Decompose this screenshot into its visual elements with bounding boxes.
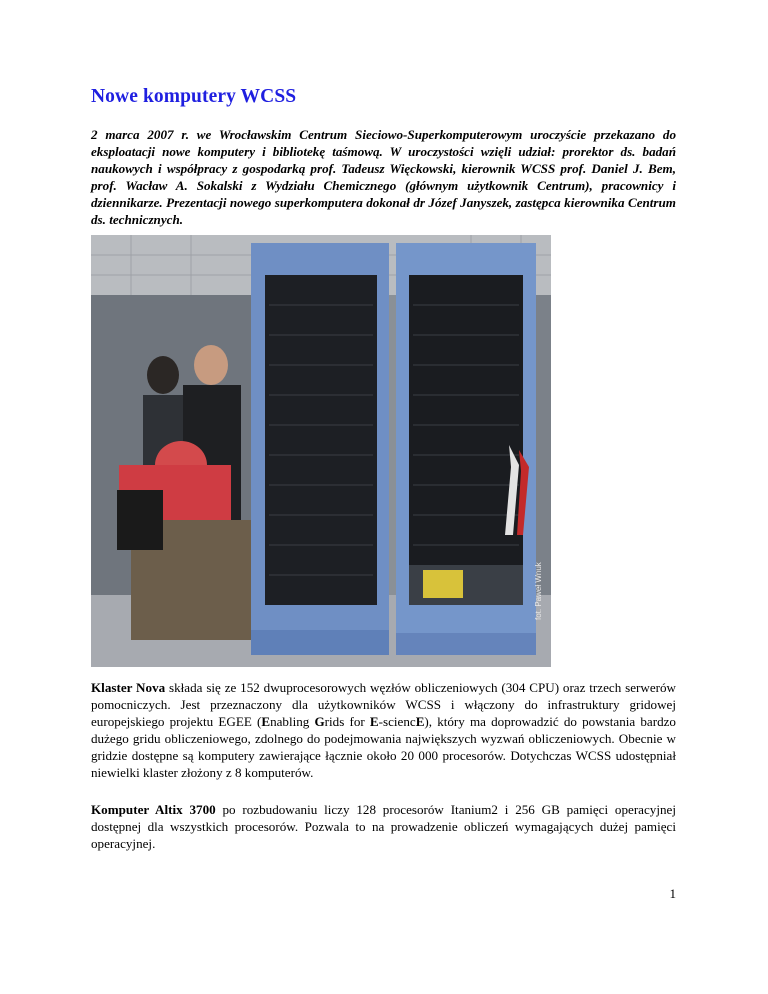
nova-text-e: ), który ma doprowadzić do powstania bardzo dużego gridu obliczeniowego, zdolnego do podejmowania największych wyzwań obliczeniowych. Obecnie w gridzie dostępne są komputery zawierające łącznie około 20 000 procesorów. Dotychczas WCSS udostępniał niewielki klaster złożony z 8 komputerów. [91, 713, 676, 780]
paragraph-nova-cluster [91, 680, 676, 781]
altix-lead: Komputer Altix 3700 [91, 802, 216, 817]
photo-supercomputer-racks [91, 235, 551, 667]
paragraph-altix [91, 802, 676, 853]
egee-e2: E [369, 713, 379, 729]
document-title: Nowe komputery WCSS [91, 86, 297, 107]
intro-paragraph: 2 marca 2007 r. we Wrocławskim Centrum Sieciowo-Superkomputerowym uroczyście przekazano do eksploatacji nowe komputery i bibliotekę taśmową. W uroczystości wzięli udział: prorektor ds. badań naukowych i współpracy z gospodarką prof. Tadeusz Więckowski, kierownik WCSS prof. Daniel J. Bem, prof. Wacław A. Sokalski z Wydziału Chemicznego (głównym użytkownik Centrum), pracownicy i dziennikarze. Prezentacji nowego superkomputera dokonał dr Józef Janyszek, zastępca kierownika Centrum ds. technicznych. [91, 127, 676, 228]
page-number: 1 [669, 886, 676, 901]
egee-e1: E [261, 713, 271, 729]
nova-text-b: nabling [270, 713, 315, 729]
altix-text: po rozbudowaniu liczy 128 procesorów Itanium2 i 256 GB pamięci operacyjnej dostępnej dla wszystkich procesorów. Pozwala to na prowadzenie obliczeń wymagających dużej pamięci operacyjnej. [91, 802, 676, 851]
egee-e3: E [415, 713, 425, 729]
nova-text-c: rids for [324, 713, 370, 729]
nova-cluster-lead: Klaster Nova [91, 680, 166, 695]
nova-text-d: -scienc [378, 713, 416, 729]
egee-g: G [314, 713, 325, 729]
photo-credit: fot. Paweł Wnuk [534, 562, 543, 620]
nova-text-a: składa się ze 152 dwuprocesorowych węzłów obliczeniowych (304 CPU) oraz trzech serwerów pomocniczych. Jest przeznaczony dla użytkowników WCSS i włączony do infrastruktury gridowej europejskiego projektu EGEE ( [91, 680, 677, 729]
